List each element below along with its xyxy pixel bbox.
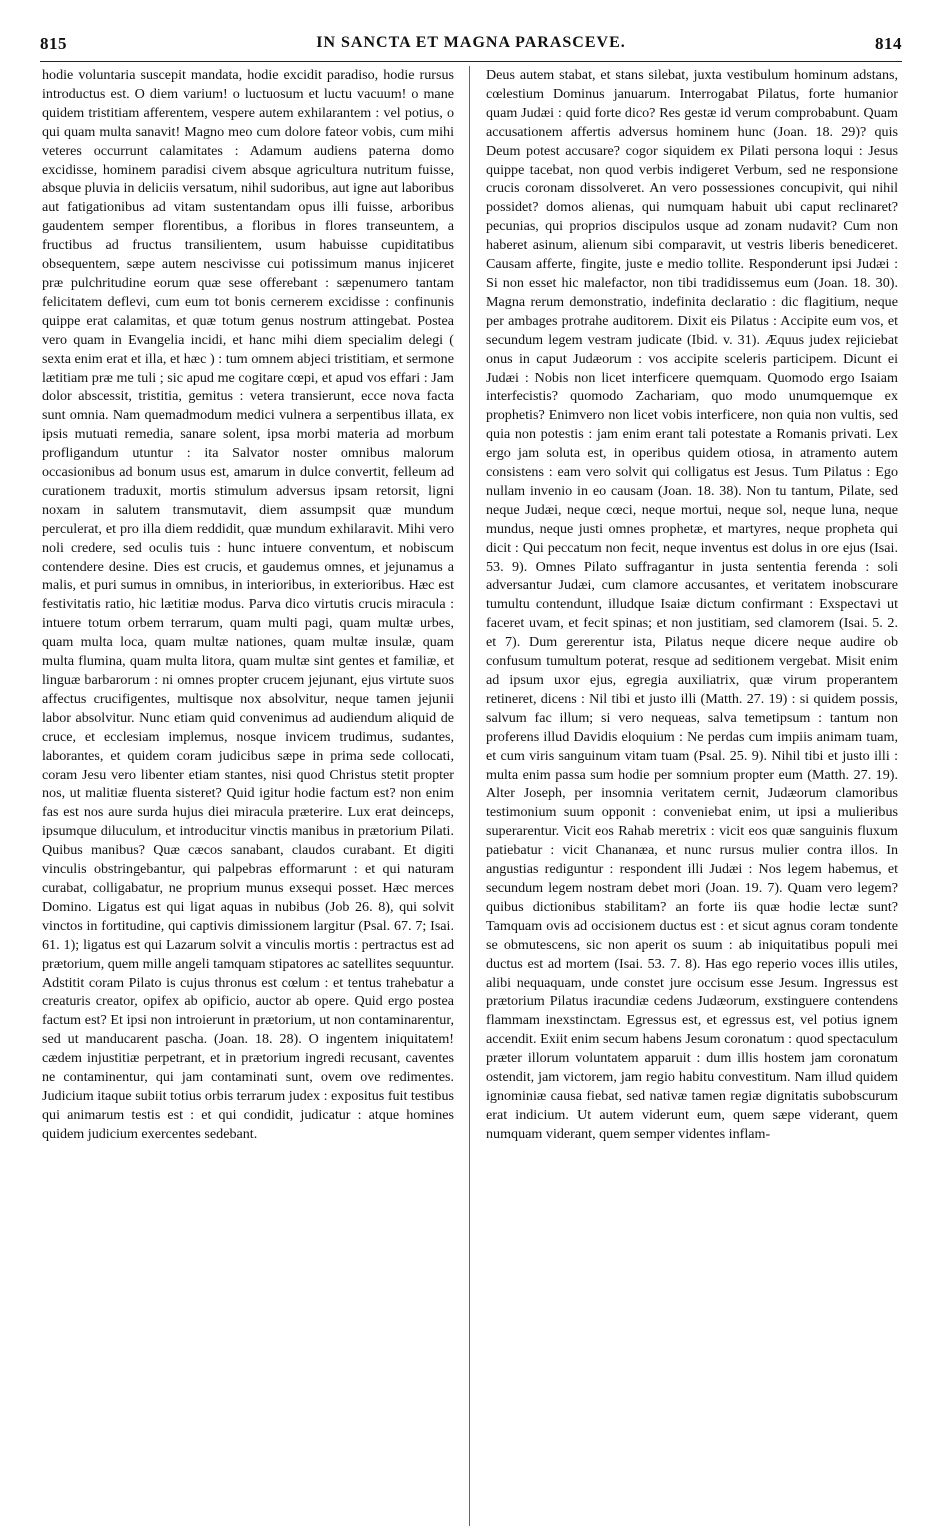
header-rule bbox=[40, 61, 902, 62]
page-number-right: 814 bbox=[875, 34, 902, 53]
running-header bbox=[40, 30, 902, 54]
left-column bbox=[42, 66, 454, 1144]
page-number-left: 815 bbox=[40, 34, 67, 53]
column-divider bbox=[469, 66, 470, 1526]
left-column-text: hodie voluntaria suscepit mandata, hodie excidit paradiso, hodie rursus introductus est. O diem varium! o luctuosum et luctu vacuum! o mane quidem tristitiam afferentem, vespere autem exhilarantem : vel potius, o qui quam multa sanavit! Magno meo cum dolore fateor vobis, cum mihi veteres occurrunt calamitates : Adamum audiens paterna domo excidisse, hominem paradisi civem absque agricultura nutritum fuisse, absque pluvia in deliciis versatum, nihil sudoribus, aut igne aut laboribus aut fatigationibus ad vitam sustentandam opus illi fuisse, arboribus gaudentem semper florentibus, a floribus in flores transeuntem, a fructibus ad fructus transilientem, usum habuisse cupiditatibus obsequentem, sæpe autem nescivisse cui potissimum manus injiceret præ pulchritudine eorum quæ sese offerebant : sæpenumero tantam felicitatem deflevi, cum eum tot bonis cernerem excidisse : confinunis quippe erat calamitas, et quæ totum genus nostrum attingebat. Postea vero quam in Evangelia incidi, et hanc mihi diem specialim delegi ( sexta enim erat et illa, et hæc ) : tum omnem abjeci tristitiam, et sermone lætitiam præ me tuli ; sic apud me cogitare cœpi, et apud vos effari : Jam dolor abscessit, tristitia, gemitus : vetera transierunt, ecce nova facta sunt omnia. Nam quemadmodum medici vulnera a serpentibus illata, ex ipsis mutuati remedia, sanare solent, ipsa morbi materia ad morbum profligandum utuntur : ita Salvator noster omnibus malorum occasionibus ad bonum usus est, amarum in dulce convertit, felleum ad curationem traduxit, mortis stimulum adversus ipsam retorsit, ligni noxam in salutem transmutavit, diem assumpsit quæ mundum perculerat, et pro illa diem reddidit, quæ mundum exhilaravit. Mihi vero noli credere, sed oculis tuis : hunc intuere conventum, et nobiscum contendere desine. Dies est crucis, et gaudemus omnes, et jejunamus a malis, et puri sumus in omnibus, in interioribus, in exterioribus. Hæc est festivitatis ratio, hic lætitiæ modus. Parva dico virtutis crucis miracula : intuere totum orbem terrarum, quam multi pagi, quam multæ urbes, quam multa loca, quam multæ nationes, quam multæ insulæ, quam multa flumina, quam multa litora, quam multæ sint gentes et familiæ, et linguæ barbarorum : ni omnes propter crucem jejunant, ejus virtute suos affectus crucifigentes, multisque nox absolvitur, neque tamen jejunii labor absolvitur. Nunc etiam quid convenimus ad audiendum aliquid de cruce, et ecclesiam implemus, nosque invicem trudimus, sudantes, laborantes, et quidem coram judicibus sæpe in prima sede collocati, coram Jesu vero libenter etiam stantes, nisi quod Christus stetit propter nos, ut malitiæ fluenta sisteret? Quid igitur hodie factum est? non enim fas est nos aure surda hujus diei miracula præterire. Lux erat deinceps, ipsumque diluculum, et introducitur vinctis manibus in prætorium Pilati. Quibus manibus? Quæ cæcos sanabant, claudos curabant. Et digiti vinculis obstringebantur, qui palpebras efformarunt : et qui naturam curabat, colligabatur, ne proprium munus exsequi posset. Hæc merces Domino. Ligatus est qui ligat aquas in nubibus (Job 26. 8), qui solvit vinctos in fortitudine, qui captivis dimissionem largitur (Psal. 67. 7; Isai. 61. 1); ligatus est qui Lazarum solvit a vinculis mortis : pertractus est ad prætorium, quem mille angeli tamquam stipatores ac satellites sequuntur. Adstitit coram Pilato is cujus thronus est cœlum : et tentus trahebatur a creaturis creator, opifex ab opificio, auctor ab opere. Quid ergo postea factum est? Et ipsi non introierunt in prætorium, ut non contaminarentur, sed ut manducarent pascha. (Joan. 18. 28). O ingentem iniquitatem! cædem injustitiæ perpetrant, et in prætorium ingredi recusant, caventes ne contaminentur, qui jam contaminati sunt, ovem ove redimentes. Judicium itaque subiit totius orbis terrarum judex : expositus fuit testibus qui animarum testis est : et qui condidit, judicatur : atque homines quidem judicium exercentes sedebant. bbox=[42, 67, 454, 1142]
right-column-text: Deus autem stabat, et stans silebat, juxta vestibulum hominum adstans, cœlestium Dominus januarum. Interrogabat Pilatus, forte humanior quam Judæi : quid forte dico? Res gestæ id verum comprobabunt. Quam accusationem affertis adversus hominem hunc (Joan. 18. 29)? quis Deum potest accusare? cogor siquidem ex Pilati persona loqui : Jesus quippe tacebat, non quod verbis indigeret Verbum, sed ne responsione crucis coronam dissolveret. An vero possessiones concupivit, qui nihil possidet? domos alienas, qui numquam habuit ubi caput reclinaret? pecunias, qui proprios discipulos usque ad zonam nudavit? Cum non haberet asinum, alienum sibi comparavit, ut vestris liberis benediceret. Causam afferte, fingite, juste e medio tollite. Responderunt ipsi Judæi : Si non esset hic malefactor, non tibi tradidissemus eum (Joan. 18. 30). Magna rerum demonstratio, indefinita declaratio : dic flagitium, neque per ambages protrahe auditorem. Dixit eis Pilatus : Accipite eum vos, et secundum legem vestram judicate (Ibid. v. 31). Æquus judex rejiciebat onus in caput Judæorum : vos accipite sceleris participem. Dicunt ei Judæi : Nobis non licet interficere quemquam. Quomodo ergo Isaiam interfecistis? quomodo Zachariam, quo modo unumquemque ex prophetis? Enimvero non licet vobis interficere, non quia non vultis, sed quia non potestis : jam enim erant tali potestate a Romanis privati. Lex ergo jam soluta est, in operibus quidem otiosa, in atramento autem consistens : eam vero solvit qui colligatus est Jesus. Tum Pilatus : Ego nullam invenio in eo causam (Joan. 18. 38). Non tu tantum, Pilate, sed neque Judæi, neque cœci, neque mortui, neque sol, neque luna, neque mundus, neque justi omnes prophetæ, et martyres, neque propheta qui dicit : Qui peccatum non fecit, neque inventus est dolus in ore ejus (Isai. 53. 9). Omnes Pilato suffragantur in justa sententia ferenda : soli adversantur Judæi, cum clamore accusantes, et veritatem inobscurare tumultu contendunt, illudque Isaiæ dictum confirmant : Exspectavi ut faceret uvam, et fecit spinas; et non justitiam, sed clamorem (Isai. 5. 2. et 7). Dum gererentur ista, Pilatus neque dicere neque audire ob confusum tumultum poterat, resque ad seditionem vergebat. Misit enim ad ipsum uxor ejus, egregia auxiliatrix, quæ virum properantem retineret, dicens : Nil tibi et justo illi (Matth. 27. 19) : si quidem possis, salvum fac illum; si vero nequeas, salva temetipsum : tantum non proferens illud Davidis eloquium : Ne perdas cum impiis animam tuam, et cum viris sanguinum vitam tuam (Psal. 25. 9). Nihil tibi et justo illi : multa enim passa sum hodie per somnium propter eum (Matth. 27. 19). Alter Joseph, per insomnia veritatem cernit, Judæorum clamoribus testimonium suum opponit : conveniebat enim, ut ipsi a mulieribus superarentur. Vicit eos Rahab meretrix : vicit eos quæ sanguinis fluxum patiebatur : vicit Chananæa, et nunc rursus mulier contra illos. In angustias rediguntur : respondent illi Judæi : Nos legem habemus, et secundum legem nostram debet mori (Joan. 19. 7). Quam vero legem? quibus dictionibus stabilitam? an forte iis quæ hodie lectæ sunt? Tamquam ovis ad occisionem ductus est : et sicut agnus coram tondente se obmutescens, sic non aperit os suum : ab iniquitatibus populi mei ductus est ad mortem (Isai. 53. 7. 8). Has ego reperio voces illis utiles, alibi nequaquam, unde constet jure occisum esse Jesum. Ingressus est prætorium Pilatus iracundiæ cedens Judæorum, exstinguere contendens flammam inexstinctam. Egressus est, et egressus est, vel potius ignem accendit. Exiit enim secum habens Jesum coronatum : quod spectaculum præter illorum voluntatem apparuit : dum illis hostem jam coronatum ostendit, jam victorem, jam regio habitu convestitum. Nam illud quidem ignominiæ causa fiebat, sed nativæ tamen regiæ dignitatis subobscurum erat indicium. Ut autem viderunt eum, quem sæpe viderant, quem numquam viderant, quem semper videntes inflam- bbox=[486, 67, 898, 1142]
right-column bbox=[486, 66, 898, 1144]
running-title: IN SANCTA ET MAGNA PARASCEVE. bbox=[316, 34, 626, 51]
